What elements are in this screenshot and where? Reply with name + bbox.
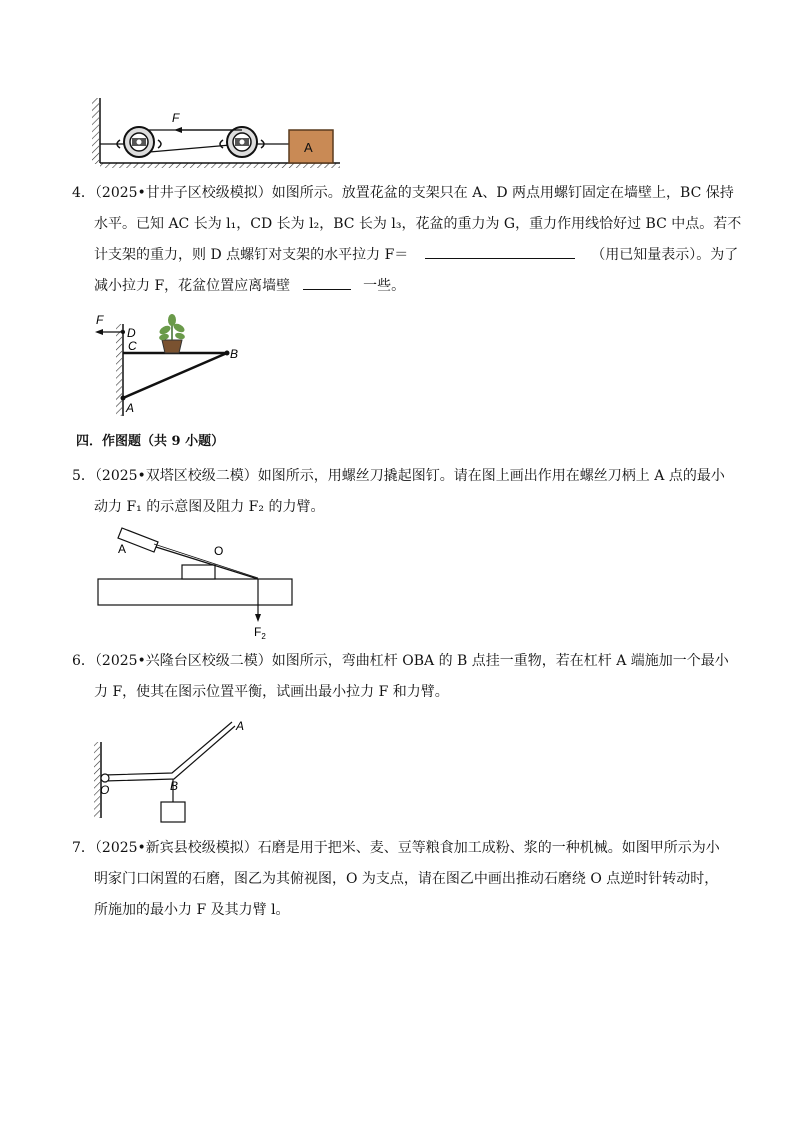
label-O: O bbox=[214, 544, 224, 558]
question-number: 6． bbox=[72, 653, 95, 669]
block-label: A bbox=[304, 140, 313, 155]
pulley-right bbox=[220, 127, 264, 157]
label-B: B bbox=[170, 779, 179, 793]
question-text: （2025•甘井子区校级模拟）如图所示。放置花盆的支架只在 A、D 两点用螺钉固定在墙壁上，BC 保持 bbox=[94, 185, 734, 201]
answer-blank-distance[interactable] bbox=[303, 273, 351, 290]
label-B: B bbox=[230, 347, 239, 361]
question-5 bbox=[72, 461, 725, 523]
lever-figure bbox=[92, 712, 262, 828]
label-A: A bbox=[126, 401, 135, 415]
question-7 bbox=[72, 833, 720, 926]
label-D: D bbox=[127, 326, 136, 340]
question-text: （2025•兴隆台区校级二模）如图所示，弯曲杠杆 OBA 的 B 点挂一重物，若在杠杆 A 端施加一个最小 bbox=[94, 653, 729, 669]
thumbtack bbox=[182, 565, 215, 579]
label-F: F bbox=[96, 313, 104, 327]
section-title: 四．作图题（共 9 小题） bbox=[76, 434, 225, 449]
question-text: 所施加的最小力 F 及其力臂 l。 bbox=[94, 902, 290, 918]
flower-pot-icon bbox=[158, 314, 186, 353]
question-number: 4． bbox=[72, 185, 95, 201]
screwdriver-figure bbox=[92, 522, 302, 642]
label-O: O bbox=[100, 783, 110, 797]
pulley-figure bbox=[92, 96, 342, 168]
question-number: 7． bbox=[72, 840, 95, 856]
block-A bbox=[289, 130, 333, 163]
question-text: 一些。 bbox=[363, 278, 406, 294]
question-text: 力 F，使其在图示位置平衡，试画出最小拉力 F 和力臂。 bbox=[94, 684, 449, 700]
pulley-left bbox=[117, 127, 161, 157]
answer-blank-force[interactable] bbox=[425, 242, 575, 259]
label-A: A bbox=[118, 542, 127, 556]
label-A: A bbox=[236, 719, 245, 733]
question-6 bbox=[72, 646, 729, 708]
label-F2: $F_2$ bbox=[254, 625, 266, 641]
question-text: （用已知量表示）。为了 bbox=[591, 247, 739, 263]
question-number: 5． bbox=[72, 468, 95, 484]
lever-OBA bbox=[104, 722, 235, 781]
question-text: 水平。已知 AC 长为 l₁，CD 长为 l₂，BC 长为 l₃，花盆的重力为 G，重力作用线恰好过 BC 中点。若不 bbox=[94, 216, 742, 232]
question-text: （2025•双塔区校级二模）如图所示，用螺丝刀撬起图钉。请在图上画出作用在螺丝刀柄上 A 点的最小 bbox=[94, 468, 725, 484]
question-text: 减小拉力 F，花盆位置应离墙壁 bbox=[94, 278, 291, 294]
bracket-figure bbox=[92, 310, 252, 420]
pivot-O bbox=[101, 774, 109, 782]
board bbox=[98, 579, 292, 605]
weight bbox=[161, 802, 185, 822]
question-text: 明家门口闲置的石磨，图乙为其俯视图，O 为支点，请在图乙中画出推动石磨绕 O 点逆时针转动时， bbox=[94, 871, 719, 887]
force-arrow-F bbox=[172, 111, 242, 133]
wall bbox=[116, 324, 123, 416]
question-4 bbox=[72, 178, 742, 302]
force-label: F bbox=[172, 111, 180, 125]
label-C: C bbox=[128, 339, 137, 353]
question-text: 动力 F₁ 的示意图及阻力 F₂ 的力臂。 bbox=[94, 499, 325, 515]
question-text: 计支架的重力，则 D 点螺钉对支架的水平拉力 F＝ bbox=[94, 247, 409, 263]
question-text: （2025•新宾县校级模拟）石磨是用于把米、麦、豆等粮食加工成粉、浆的一种机械。如图甲所示为小 bbox=[94, 840, 720, 856]
bar-AB bbox=[123, 353, 227, 398]
wall bbox=[94, 742, 101, 818]
